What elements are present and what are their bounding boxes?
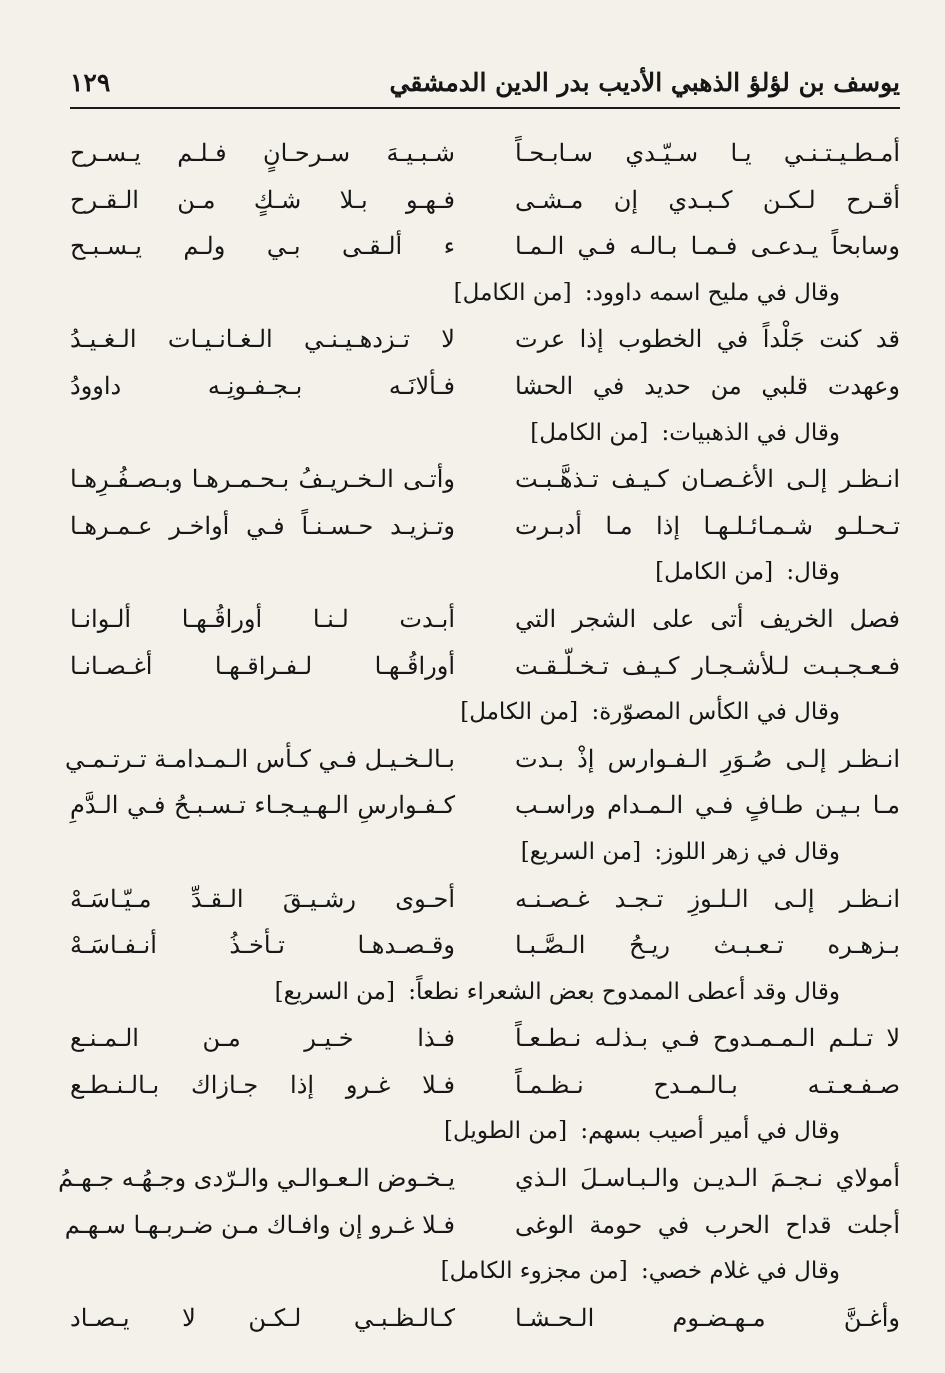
verse-line [70, 363, 900, 410]
introduction-text: وقال في زهر اللوز: [654, 838, 840, 865]
introduction-text-group [530, 410, 840, 457]
introduction-text-group [444, 1108, 840, 1155]
second-hemistich: أبـدت لـنـا أوراقُـهـا ألـوانـا [70, 604, 455, 633]
verse-line [70, 782, 900, 829]
first-hemistich: أقـرح لـكـن كـبـدي إن مـشـى [515, 185, 900, 214]
second-hemistich: فـلا غـرو إن وافـاك مـن ضـربـهـا سـهـم [64, 1210, 455, 1239]
verse-line [70, 456, 900, 503]
introduction-text-group [441, 1248, 840, 1295]
meter-label: [من الكامل] [530, 419, 649, 446]
introduction-text: وقال وقد أعطى الممدوح بعض الشعراء نطعاً: [408, 978, 840, 1005]
verse-line [64, 1202, 900, 1249]
poem-introduction [70, 270, 900, 317]
meter-label: [من السريع] [520, 838, 642, 865]
second-hemistich: وتـزيـد حـسـنـاً فـي أواخـر عـمـرهـا [70, 511, 455, 540]
first-hemistich: لا تـلـم الـمـمـدوح فـي بـذلـه نـطـعـاً [515, 1024, 900, 1053]
verse-line [70, 876, 900, 923]
meter-label: [من الطويل] [444, 1118, 568, 1145]
verse-line [70, 130, 900, 177]
first-hemistich: وعهدت قلبي من حديد في الحشا [515, 371, 900, 400]
second-hemistich: بـالـخـيـل فـي كـأس الـمـدامـة تـرتـمـي [65, 744, 455, 773]
first-hemistich: فـعـجـبـت لـلأشـجـار كـيـف تـخـلّـقـت [515, 651, 900, 680]
page-header [70, 62, 900, 102]
second-hemistich: أحـوى رشـيـقَ الـقـدِّ مـيّـاسَـهْ [70, 884, 455, 913]
poem-introduction [70, 689, 900, 736]
meter-label: [من السريع] [274, 978, 395, 1005]
introduction-text: وقال في مليح اسمه داوود: [584, 279, 840, 306]
verse-line [70, 223, 900, 270]
second-hemistich: وقـصـدهـا تـأخـذُ أنـفـاسَـهْ [70, 931, 455, 960]
introduction-text-group [275, 969, 840, 1016]
first-hemistich: أمـطـيـتـنـي يـا سـيّـدي سـابـحـاً [515, 139, 900, 167]
second-hemistich: وأتـى الـخـريـفُ بـحـمـرهـا وبـصـفُـرِهـا [70, 465, 455, 494]
poem-introduction [70, 410, 900, 457]
first-hemistich: وأغـنَّ مـهـضـوم الـحـشـا [515, 1303, 900, 1332]
introduction-text: وقال في أمير أصيب بسهم: [580, 1118, 840, 1145]
first-hemistich: مـا بـيـن طـافٍ فـي الـمـدام وراسـب [515, 791, 900, 820]
poem-introduction [70, 969, 900, 1016]
first-hemistich: تـحـلـو شـمـائـلـهـا إذا مـا أدبـرت [515, 511, 900, 540]
second-hemistich: يـخـوض الـعـوالـي والـرّدى وجـهُـه جـهـمُ [58, 1164, 455, 1193]
second-hemistich: فـهـو بـلا شـكٍ مـن الـقـرح [70, 185, 455, 214]
introduction-text: وقال في الكأس المصوّرة: [591, 699, 840, 726]
verse-line [70, 316, 900, 363]
verse-line [70, 177, 900, 224]
second-hemistich: شـبـيـهَ سـرحـانٍ فـلـم يـسـرح [70, 139, 455, 167]
header-divider [70, 107, 900, 109]
verse-line [65, 736, 900, 783]
meter-label: [من الكامل] [655, 559, 774, 586]
verse-line [70, 1015, 900, 1062]
introduction-text: وقال في الذهبيات: [661, 419, 840, 446]
second-hemistich: كـفـوارسِ الـهـيـجـاء تـسـبـحُ فـي الـدَّمِ [70, 791, 455, 820]
introduction-text-group [521, 829, 840, 876]
second-hemistich: لا تـزدهـيـنـي الـغـانـيـات الـغـيـدُ [70, 325, 455, 354]
second-hemistich: فـذا خـيـر مـن الـمـنـع [70, 1024, 455, 1053]
poem-introduction [70, 549, 900, 596]
second-hemistich: كـالـظـبـي لـكـن لا يـصـاد [70, 1303, 455, 1332]
introduction-text: وقال: [786, 559, 840, 586]
running-title: يوسف بن لؤلؤ الذهبي الأديب بدر الدين الدمشقي [389, 67, 900, 97]
meter-label: [من مجزوء الكامل] [440, 1258, 628, 1285]
verse-line [70, 596, 900, 643]
introduction-text: وقال في غلام خصي: [641, 1258, 840, 1285]
first-hemistich: انـظـر إلـى الـلـوزِ تـجـد غـصـنـه [515, 884, 900, 913]
verse-line [70, 922, 900, 969]
poem-body [58, 130, 900, 1341]
verse-line [70, 1062, 900, 1109]
second-hemistich: أوراقُـهـا لـفـراقـهـا أغـصـانـا [70, 651, 455, 680]
second-hemistich: فـلا غـرو إذا جـازاك بـالـنـطـع [70, 1070, 455, 1099]
meter-label: [من الكامل] [453, 279, 572, 306]
first-hemistich: انـظـر إلـى الأغـصـان كـيـف تـذهَّـبـت [515, 465, 900, 494]
poem-introduction [70, 1248, 900, 1295]
poem-introduction [70, 1108, 900, 1155]
first-hemistich: قد كنت جَلْداً في الخطوب إذا عرت [515, 325, 900, 354]
first-hemistich: وسابحاً يـدعـى فـمـا بـالـه فـي الـمـا [515, 232, 900, 261]
introduction-text-group [460, 689, 840, 736]
first-hemistich: صـفـعـتـه بـالـمـدح نـظـمـاً [515, 1070, 900, 1099]
verse-line [58, 1155, 900, 1202]
first-hemistich: فصل الخريف أتى على الشجر التي [515, 604, 900, 633]
first-hemistich: أمولاي نـجـمَ الـديـن والـبـاسـلَ الـذي [515, 1164, 900, 1193]
verse-line [70, 643, 900, 690]
first-hemistich: انـظـر إلـى صُـوَرِ الـفـوارس إذْ بـدت [515, 744, 900, 773]
poem-introduction [70, 829, 900, 876]
first-hemistich: بـزهـره تـعـبـث ريـحُ الـصَّـبـا [515, 931, 900, 960]
introduction-text-group [655, 549, 840, 596]
second-hemistich: ء ألـقـى بـي ولـم يـسـبـح [70, 232, 455, 261]
meter-label: [من الكامل] [460, 699, 579, 726]
second-hemistich: فـألانَـه بـجـفـونِـه داوودُ [70, 371, 455, 400]
page-number: ١٢٩ [70, 67, 111, 97]
first-hemistich: أجلت قداح الحرب في حومة الوغى [515, 1210, 900, 1239]
verse-line [70, 1295, 900, 1342]
introduction-text-group [454, 270, 840, 317]
verse-line [70, 503, 900, 550]
